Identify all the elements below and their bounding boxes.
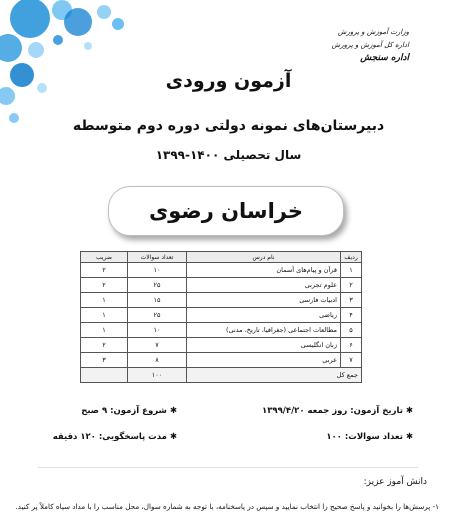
header-course-name: نام درس <box>187 252 341 263</box>
table-header-row <box>81 252 362 263</box>
question-count-text: تعداد سوالات: ۱۰۰ <box>326 432 403 442</box>
row-number: ۴ <box>341 308 362 323</box>
row-number: ۷ <box>341 353 362 368</box>
table-row <box>81 338 362 353</box>
question-count-cell: ۱۰ <box>128 323 187 338</box>
answer-duration-text: مدت پاسخگویی: ۱۲۰ دقیقه <box>52 432 167 442</box>
academic-year: سال تحصیلی ۱۴۰۰-۱۳۹۹ <box>155 148 302 162</box>
logo-line-directorate: اداره کل آموزش و پرورش <box>331 41 409 49</box>
header-row-number: ردیف <box>341 252 362 263</box>
question-count: ✱ تعداد سوالات: ۱۰۰ <box>326 432 413 442</box>
header-coefficient: ضریب <box>81 252 128 263</box>
exam-start: ✱ شروع آزمون: ۹ صبح <box>81 406 177 416</box>
table-row <box>81 293 362 308</box>
table-row <box>81 353 362 368</box>
total-label: جمع کل <box>187 368 362 383</box>
exam-date: ✱ تاریخ آزمون: روز جمعه ۱۳۹۹/۴/۲۰ <box>262 406 413 416</box>
coefficient-cell: ۲ <box>81 278 128 293</box>
course-name: ادبیات فارسی <box>187 293 341 308</box>
question-count-cell: ۲۵ <box>128 308 187 323</box>
course-name: علوم تجربی <box>187 278 341 293</box>
table-row <box>81 263 362 278</box>
row-number: ۱ <box>341 263 362 278</box>
table-row <box>81 308 362 323</box>
coefficient-cell: ۲ <box>81 263 128 278</box>
answer-duration: ✱ مدت پاسخگویی: ۱۲۰ دقیقه <box>52 432 177 442</box>
coefficient-cell: ۱ <box>81 308 128 323</box>
coefficient-cell: ۱ <box>81 293 128 308</box>
logo-line-ministry: وزارت آموزش و پرورش <box>337 28 409 36</box>
question-count-cell: ۸ <box>128 353 187 368</box>
row-number: ۵ <box>341 323 362 338</box>
question-count-cell: ۷ <box>128 338 187 353</box>
table-row <box>81 278 362 293</box>
course-name: ریاضی <box>187 308 341 323</box>
row-number: ۳ <box>341 293 362 308</box>
ministry-logo <box>332 26 409 65</box>
coefficient-cell: ۱ <box>81 323 128 338</box>
row-number: ۶ <box>341 338 362 353</box>
course-name: قرآن و پیام‌های آسمان <box>187 263 341 278</box>
greeting: دانش آموز عزیز: <box>363 477 427 487</box>
instruction-1: ۱- پرسش‌ها را بخوانید و پاسخ صحیح را انتخاب نمایید و سپس در پاسخنامه، با توجه به شماره سوال، محل مناسب را با مداد سیاه کاملاً پر کنید. <box>15 502 439 511</box>
table-row <box>81 323 362 338</box>
question-count-cell: ۱۰ <box>128 263 187 278</box>
courses-table <box>80 251 362 383</box>
header-question-count: تعداد سوالات <box>128 252 187 263</box>
logo-line-office: اداره سنجش <box>360 53 409 63</box>
total-coef <box>81 368 128 383</box>
exam-start-text: شروع آزمون: ۹ صبح <box>81 406 167 416</box>
question-count-cell: ۱۵ <box>128 293 187 308</box>
course-name: عربی <box>187 353 341 368</box>
province-banner: خراسان رضوی <box>108 186 344 236</box>
exam-title: آزمون ورودی <box>165 70 292 92</box>
course-name: مطالعات اجتماعی (جغرافیا، تاریخ، مدنی) <box>187 323 341 338</box>
table-total-row <box>81 368 362 383</box>
course-name: زبان انگلیسی <box>187 338 341 353</box>
exam-date-text: تاریخ آزمون: روز جمعه ۱۳۹۹/۴/۲۰ <box>262 406 403 416</box>
coefficient-cell: ۳ <box>81 353 128 368</box>
question-count-cell: ۲۵ <box>128 278 187 293</box>
schools-title: دبیرستان‌های نمونه دولتی دوره دوم متوسطه <box>72 118 385 134</box>
coefficient-cell: ۲ <box>81 338 128 353</box>
divider <box>38 467 418 468</box>
total-count: ۱۰۰ <box>128 368 187 383</box>
row-number: ۲ <box>341 278 362 293</box>
